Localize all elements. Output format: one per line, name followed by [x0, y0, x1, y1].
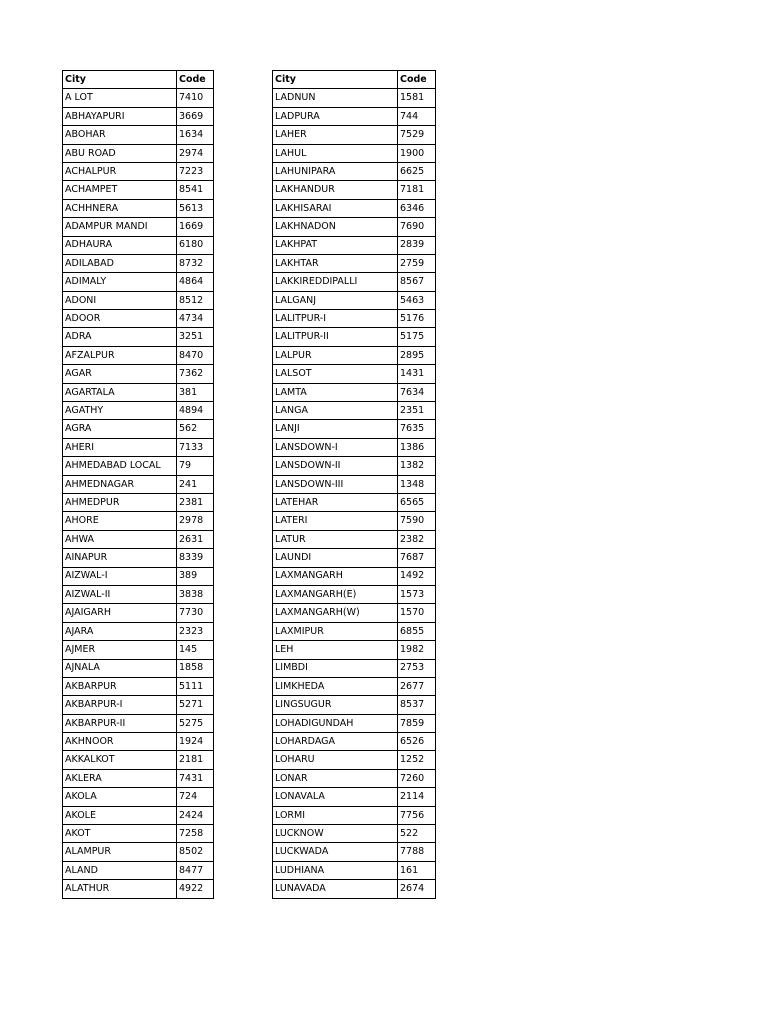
city-code-cell: 6346	[398, 199, 436, 217]
city-name-cell: AKOLA	[63, 788, 177, 806]
table-row	[63, 567, 214, 585]
table-row	[63, 420, 214, 438]
city-code-cell: 6855	[398, 622, 436, 640]
city-name-cell: AHMEDPUR	[63, 493, 177, 511]
city-code-cell: 2631	[177, 530, 214, 548]
city-name-cell: LADNUN	[273, 89, 398, 107]
city-code-cell: 5463	[398, 291, 436, 309]
table-row	[273, 328, 436, 346]
city-name-cell: LAKHISARAI	[273, 199, 398, 217]
table-row	[273, 383, 436, 401]
table-row	[273, 604, 436, 622]
city-name-cell: AJMER	[63, 641, 177, 659]
city-name-cell: AIZWAL-II	[63, 585, 177, 603]
city-code-table-left	[62, 70, 214, 899]
city-name-cell: ADILABAD	[63, 254, 177, 272]
table-row	[273, 236, 436, 254]
city-code-cell: 1431	[398, 365, 436, 383]
city-name-cell: AKHNOOR	[63, 733, 177, 751]
city-name-cell: AKOLE	[63, 806, 177, 824]
table-row	[63, 861, 214, 879]
city-code-cell: 8470	[177, 346, 214, 364]
city-name-cell: LANSDOWN-III	[273, 475, 398, 493]
city-code-cell: 1382	[398, 457, 436, 475]
city-name-cell: AJNALA	[63, 659, 177, 677]
city-name-cell: LAHER	[273, 126, 398, 144]
city-name-cell: LANSDOWN-II	[273, 457, 398, 475]
city-code-cell: 7590	[398, 512, 436, 530]
city-code-cell: 6625	[398, 162, 436, 180]
table-row	[63, 181, 214, 199]
city-column-header: City	[63, 71, 177, 89]
city-name-cell: LAKKIREDDIPALLI	[273, 273, 398, 291]
table-row	[273, 843, 436, 861]
city-code-cell: 3838	[177, 585, 214, 603]
city-name-cell: ABHAYAPURI	[63, 107, 177, 125]
city-name-cell: LOHARDAGA	[273, 733, 398, 751]
table-row	[273, 677, 436, 695]
table-row	[63, 622, 214, 640]
city-name-cell: LALITPUR-II	[273, 328, 398, 346]
city-code-cell: 2424	[177, 806, 214, 824]
table-row	[63, 751, 214, 769]
city-code-cell: 7690	[398, 218, 436, 236]
table-row	[63, 696, 214, 714]
table-row	[63, 107, 214, 125]
city-code-cell: 5111	[177, 677, 214, 695]
city-code-cell: 7133	[177, 438, 214, 456]
city-code-cell: 241	[177, 475, 214, 493]
city-code-cell: 8512	[177, 291, 214, 309]
table-row	[63, 880, 214, 898]
table-row	[63, 346, 214, 364]
city-name-cell: AHWA	[63, 530, 177, 548]
city-code-cell: 7260	[398, 769, 436, 787]
table-row	[273, 788, 436, 806]
table-row	[63, 438, 214, 456]
city-code-table-right	[272, 70, 436, 899]
city-code-cell: 6526	[398, 733, 436, 751]
table-row	[63, 310, 214, 328]
city-code-cell: 6180	[177, 236, 214, 254]
city-name-cell: LAKHTAR	[273, 254, 398, 272]
table-row	[63, 604, 214, 622]
city-code-cell: 1581	[398, 89, 436, 107]
table-row	[63, 144, 214, 162]
table-row	[273, 714, 436, 732]
table-row	[273, 457, 436, 475]
table-row	[63, 475, 214, 493]
city-name-cell: LANSDOWN-I	[273, 438, 398, 456]
table-row	[63, 825, 214, 843]
table-row	[273, 549, 436, 567]
table-row	[273, 181, 436, 199]
city-code-cell: 2974	[177, 144, 214, 162]
city-code-cell: 1634	[177, 126, 214, 144]
table-row	[273, 273, 436, 291]
city-code-cell: 7223	[177, 162, 214, 180]
city-code-cell: 2759	[398, 254, 436, 272]
city-code-cell: 5176	[398, 310, 436, 328]
table-row	[63, 733, 214, 751]
city-code-cell: 8541	[177, 181, 214, 199]
city-name-cell: LAXMANGARH(W)	[273, 604, 398, 622]
city-name-cell: ACHALPUR	[63, 162, 177, 180]
table-row	[273, 567, 436, 585]
table-row	[273, 493, 436, 511]
city-name-cell: AHERI	[63, 438, 177, 456]
city-name-cell: LONAVALA	[273, 788, 398, 806]
table-row	[63, 530, 214, 548]
city-code-cell: 8502	[177, 843, 214, 861]
city-name-cell: AKBARPUR	[63, 677, 177, 695]
city-name-cell: LIMBDI	[273, 659, 398, 677]
city-name-cell: ALAND	[63, 861, 177, 879]
city-name-cell: ALAMPUR	[63, 843, 177, 861]
table-row	[273, 861, 436, 879]
city-name-cell: LUNAVADA	[273, 880, 398, 898]
table-row	[63, 89, 214, 107]
table-row	[273, 162, 436, 180]
city-name-cell: AGAR	[63, 365, 177, 383]
table-row	[273, 659, 436, 677]
table-row	[273, 199, 436, 217]
city-code-cell: 7634	[398, 383, 436, 401]
city-name-cell: ADONI	[63, 291, 177, 309]
table-row	[273, 438, 436, 456]
table-row	[63, 218, 214, 236]
city-code-cell: 145	[177, 641, 214, 659]
city-code-cell: 7756	[398, 806, 436, 824]
city-name-cell: AKLERA	[63, 769, 177, 787]
code-column-header: Code	[398, 71, 436, 89]
city-code-cell: 7410	[177, 89, 214, 107]
city-code-cell: 8567	[398, 273, 436, 291]
table-row	[63, 365, 214, 383]
table-row	[273, 512, 436, 530]
city-code-cell: 1348	[398, 475, 436, 493]
city-code-cell: 1858	[177, 659, 214, 677]
city-code-cell: 1386	[398, 438, 436, 456]
city-name-cell: AGRA	[63, 420, 177, 438]
city-name-cell: LALPUR	[273, 346, 398, 364]
table-row	[273, 420, 436, 438]
city-name-cell: ALATHUR	[63, 880, 177, 898]
table-row	[273, 769, 436, 787]
table-row	[63, 273, 214, 291]
city-code-cell: 5613	[177, 199, 214, 217]
city-code-cell: 4734	[177, 310, 214, 328]
city-code-cell: 2674	[398, 880, 436, 898]
city-code-cell: 7431	[177, 769, 214, 787]
table-row	[63, 126, 214, 144]
city-code-cell: 7788	[398, 843, 436, 861]
city-code-cell: 79	[177, 457, 214, 475]
table-row	[273, 880, 436, 898]
city-name-cell: LOHADIGUNDAH	[273, 714, 398, 732]
table-row	[273, 402, 436, 420]
city-name-cell: AJARA	[63, 622, 177, 640]
city-name-cell: LAXMIPUR	[273, 622, 398, 640]
city-name-cell: AHMEDNAGAR	[63, 475, 177, 493]
table-row	[273, 585, 436, 603]
table-row	[63, 806, 214, 824]
city-code-cell: 7635	[398, 420, 436, 438]
city-code-cell: 2839	[398, 236, 436, 254]
city-name-cell: LAKHNADON	[273, 218, 398, 236]
city-code-cell: 7687	[398, 549, 436, 567]
city-code-cell: 2895	[398, 346, 436, 364]
table-row	[63, 585, 214, 603]
city-code-cell: 2382	[398, 530, 436, 548]
table-row	[273, 346, 436, 364]
table-row	[273, 254, 436, 272]
city-code-cell: 1900	[398, 144, 436, 162]
table-row	[273, 365, 436, 383]
city-name-cell: ABOHAR	[63, 126, 177, 144]
city-code-cell: 1570	[398, 604, 436, 622]
city-name-cell: LADPURA	[273, 107, 398, 125]
table-row	[63, 788, 214, 806]
table-row	[273, 733, 436, 751]
city-code-cell: 389	[177, 567, 214, 585]
city-code-cell: 7730	[177, 604, 214, 622]
city-name-cell: LAKHANDUR	[273, 181, 398, 199]
table-row	[63, 677, 214, 695]
city-code-cell: 1492	[398, 567, 436, 585]
city-name-cell: ABU ROAD	[63, 144, 177, 162]
city-name-cell: AGARTALA	[63, 383, 177, 401]
city-name-cell: LATERI	[273, 512, 398, 530]
table-row	[63, 457, 214, 475]
city-name-cell: LAXMANGARH	[273, 567, 398, 585]
city-name-cell: LATEHAR	[273, 493, 398, 511]
city-name-cell: AFZALPUR	[63, 346, 177, 364]
city-name-cell: ADAMPUR MANDI	[63, 218, 177, 236]
table-row	[273, 751, 436, 769]
city-code-cell: 2351	[398, 402, 436, 420]
city-name-cell: AKBARPUR-I	[63, 696, 177, 714]
city-name-cell: LAMTA	[273, 383, 398, 401]
city-code-cell: 1252	[398, 751, 436, 769]
city-name-cell: ADHAURA	[63, 236, 177, 254]
table-row	[63, 328, 214, 346]
city-code-cell: 2323	[177, 622, 214, 640]
table-row	[273, 126, 436, 144]
city-name-cell: AIZWAL-I	[63, 567, 177, 585]
city-name-cell: AHMEDABAD LOCAL	[63, 457, 177, 475]
city-code-cell: 2677	[398, 677, 436, 695]
city-name-cell: LORMI	[273, 806, 398, 824]
city-code-cell: 7362	[177, 365, 214, 383]
table-row	[63, 549, 214, 567]
city-code-cell: 744	[398, 107, 436, 125]
table-row	[63, 843, 214, 861]
city-code-cell: 2181	[177, 751, 214, 769]
city-name-cell: LIMKHEDA	[273, 677, 398, 695]
city-name-cell: ADIMALY	[63, 273, 177, 291]
table-row	[63, 769, 214, 787]
table-row	[63, 291, 214, 309]
table-row	[63, 199, 214, 217]
city-code-cell: 1669	[177, 218, 214, 236]
table-row	[273, 641, 436, 659]
city-code-cell: 5275	[177, 714, 214, 732]
city-code-cell: 3669	[177, 107, 214, 125]
table-row	[273, 310, 436, 328]
city-name-cell: LINGSUGUR	[273, 696, 398, 714]
table-row	[273, 218, 436, 236]
city-name-cell: AGATHY	[63, 402, 177, 420]
city-name-cell: A LOT	[63, 89, 177, 107]
city-name-cell: AKKALKOT	[63, 751, 177, 769]
city-name-cell: ADOOR	[63, 310, 177, 328]
table-row	[273, 530, 436, 548]
city-code-cell: 3251	[177, 328, 214, 346]
city-name-cell: LATUR	[273, 530, 398, 548]
city-name-cell: LAKHPAT	[273, 236, 398, 254]
city-code-cell: 381	[177, 383, 214, 401]
city-code-cell: 5175	[398, 328, 436, 346]
city-name-cell: AHORE	[63, 512, 177, 530]
city-code-cell: 2381	[177, 493, 214, 511]
city-name-cell: AKBARPUR-II	[63, 714, 177, 732]
city-code-cell: 161	[398, 861, 436, 879]
city-name-cell: LAHUL	[273, 144, 398, 162]
city-code-cell: 8537	[398, 696, 436, 714]
city-name-cell: LAXMANGARH(E)	[273, 585, 398, 603]
table-row	[63, 402, 214, 420]
table-row	[273, 475, 436, 493]
city-name-cell: LUCKWADA	[273, 843, 398, 861]
table-row	[273, 622, 436, 640]
table-row	[273, 107, 436, 125]
table-row	[63, 493, 214, 511]
header-row	[273, 71, 436, 89]
city-code-cell: 2114	[398, 788, 436, 806]
city-name-cell: AINAPUR	[63, 549, 177, 567]
city-code-cell: 1573	[398, 585, 436, 603]
city-code-cell: 6565	[398, 493, 436, 511]
city-code-cell: 7859	[398, 714, 436, 732]
city-code-cell: 1924	[177, 733, 214, 751]
table-row	[63, 254, 214, 272]
city-name-cell: LALGANJ	[273, 291, 398, 309]
city-name-cell: AKOT	[63, 825, 177, 843]
city-code-cell: 2978	[177, 512, 214, 530]
table-row	[63, 162, 214, 180]
city-name-cell: LUCKNOW	[273, 825, 398, 843]
city-name-cell: LEH	[273, 641, 398, 659]
city-name-cell: ADRA	[63, 328, 177, 346]
city-code-cell: 562	[177, 420, 214, 438]
city-name-cell: LANJI	[273, 420, 398, 438]
table-row	[273, 144, 436, 162]
city-code-cell: 8477	[177, 861, 214, 879]
city-code-cell: 522	[398, 825, 436, 843]
city-code-cell: 5271	[177, 696, 214, 714]
city-name-cell: ACHAMPET	[63, 181, 177, 199]
city-name-cell: LALITPUR-I	[273, 310, 398, 328]
city-name-cell: LOHARU	[273, 751, 398, 769]
city-name-cell: ACHHNERA	[63, 199, 177, 217]
table-row	[273, 291, 436, 309]
city-code-cell: 4894	[177, 402, 214, 420]
city-code-cell: 2753	[398, 659, 436, 677]
city-code-cell: 7258	[177, 825, 214, 843]
table-row	[273, 806, 436, 824]
table-row	[63, 641, 214, 659]
city-code-cell: 7181	[398, 181, 436, 199]
city-code-cell: 4922	[177, 880, 214, 898]
code-column-header: Code	[177, 71, 214, 89]
table-row	[273, 825, 436, 843]
table-row	[63, 236, 214, 254]
city-code-cell: 8732	[177, 254, 214, 272]
city-name-cell: LAHUNIPARA	[273, 162, 398, 180]
city-code-cell: 8339	[177, 549, 214, 567]
city-name-cell: LAUNDI	[273, 549, 398, 567]
table-row	[273, 696, 436, 714]
table-row	[63, 383, 214, 401]
table-row	[273, 89, 436, 107]
city-name-cell: AJAIGARH	[63, 604, 177, 622]
city-name-cell: LANGA	[273, 402, 398, 420]
city-name-cell: LALSOT	[273, 365, 398, 383]
table-row	[63, 714, 214, 732]
table-row	[63, 512, 214, 530]
city-column-header: City	[273, 71, 398, 89]
city-code-cell: 7529	[398, 126, 436, 144]
city-code-cell: 724	[177, 788, 214, 806]
header-row	[63, 71, 214, 89]
city-name-cell: LUDHIANA	[273, 861, 398, 879]
city-code-cell: 1982	[398, 641, 436, 659]
city-code-cell: 4864	[177, 273, 214, 291]
table-row	[63, 659, 214, 677]
city-name-cell: LONAR	[273, 769, 398, 787]
